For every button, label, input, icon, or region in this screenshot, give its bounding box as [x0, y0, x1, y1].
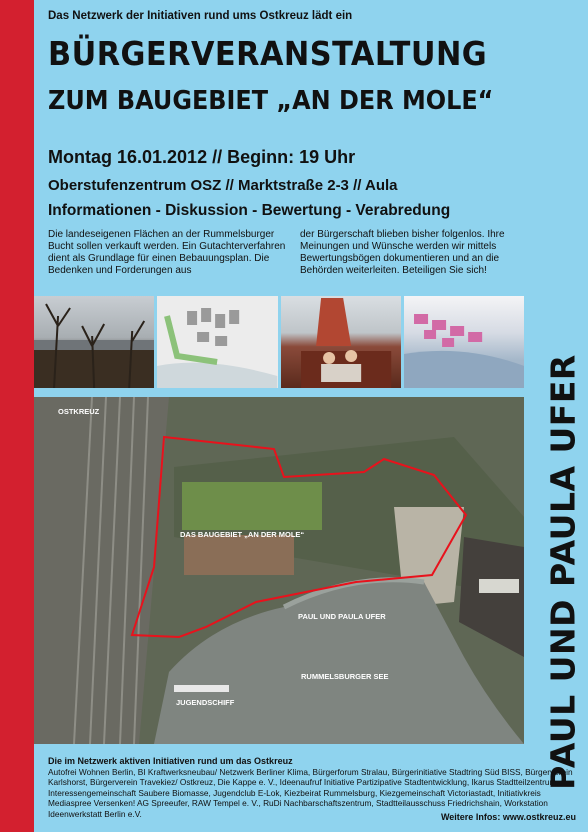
intro-line: Das Netzwerk der Initiativen rund ums Ostkreuz lädt ein — [48, 10, 353, 22]
body-text-left: Die landeseigenen Flächen an der Rummelsburger Bucht sollen verkauft werden. Ein Gutachterverfahren dient als Grundlage für einen Bebauungsplan. Die Bedenken und Forderungen aus — [48, 229, 286, 276]
main-title: BÜRGERVERANSTALTUNG — [48, 34, 488, 73]
event-venue: Oberstufenzentrum OSZ // Marktstraße 2-3 // Aula — [48, 177, 398, 194]
map-label-baugebiet: DAS BAUGEBIET „AN DER MOLE“ — [180, 530, 305, 539]
photo-lakeshore — [34, 296, 154, 388]
photo-boat-people — [281, 296, 401, 388]
red-side-bar — [0, 0, 34, 832]
photo-strip — [34, 296, 524, 388]
sub-title: ZUM BAUGEBIET „AN DER MOLE“ — [48, 86, 494, 116]
aerial-map — [34, 397, 524, 744]
aerial-map-graphic — [34, 397, 524, 744]
map-label-rummelsburger-see: RUMMELSBURGER SEE — [301, 672, 389, 681]
footer-heading: Die im Netzwerk aktiven Initiativen rund um das Ostkreuz — [48, 756, 293, 766]
event-tagline: Informationen - Diskussion - Bewertung - Verabredung — [48, 202, 451, 219]
body-text-right: der Bürgerschaft blieben bisher folgenlos. Ihre Meinungen und Wünsche werden wir mittels Bewertungsbögen dokumentieren und an die Behörden weiterleiten. Beteiligen Sie sich! — [300, 229, 505, 276]
event-date-time: Montag 16.01.2012 // Beginn: 19 Uhr — [48, 147, 356, 167]
footer-more-info-link[interactable]: Weitere Infos: www.ostkreuz.eu — [440, 812, 576, 822]
footer-initiatives-list: Autofrei Wohnen Berlin, BI Kraftwerksneubau/ Netzwerk Berliner Klima, Bürgerforum Stralau, Bürgerinitiative Stadtring Süd BISS, Bürgerverein Karlshorst, Bürgerverein Travekiez/ Ostkreuz, Die Kappe e. V., Ideenaufruf Initiative Partizipative Stadtentwicklung, Ikarus Stadtteilzentrum, Interessengemeinschaft Saubere Biomasse, Jugendclub E-Lok, Kiezbeirat Rummelsburg, Kiezgemeinschaft Victoriastadt, Initiativkreis Mediaspree Versenken! AG Spreeufer, RAW Tempel e. V., RuDi Nachbarschaftszentrum, Stadtteilausschuss Friedrichshain, Workstation Ideenwerkstatt Berlin e.V. — [48, 767, 573, 819]
photo-site-plan — [157, 296, 277, 388]
side-title-vertical: PAUL UND PAULA UFER — [543, 354, 583, 790]
photo-rendering — [404, 296, 524, 388]
map-label-jugendschiff: JUGENDSCHIFF — [176, 698, 235, 707]
map-label-paul-paula-ufer: PAUL UND PAULA UFER — [298, 612, 386, 621]
map-label-ostkreuz: OSTKREUZ — [58, 407, 100, 416]
